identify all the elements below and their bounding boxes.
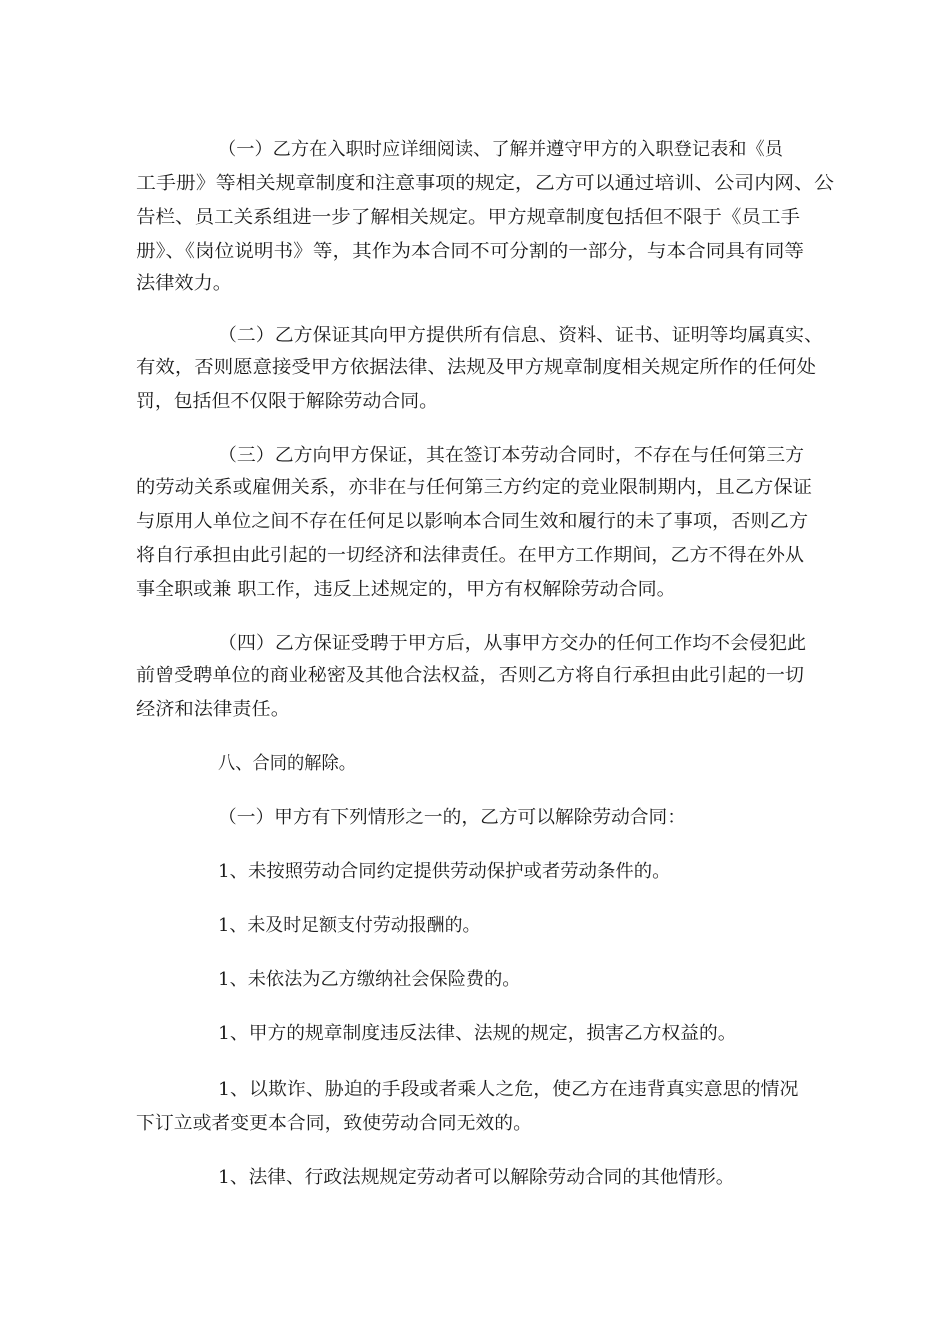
paragraph-1-line-2: 工手册》等相关规章制度和注意事项的规定，乙方可以通过培训、公司内网、公 [136, 173, 834, 194]
list-item-2: 1、未及时足额支付劳动报酬的。 [218, 915, 481, 936]
paragraph-3-line-1: （三）乙方向甲方保证，其在签订本劳动合同时，不存在与任何第三方 [218, 445, 805, 466]
section-heading: 八、合同的解除。 [218, 753, 356, 774]
paragraph-1-line-3: 告栏、员工关系组进一步了解相关规定。甲方规章制度包括但不限于《员工手 [136, 207, 801, 228]
paragraph-4-line-2: 前曾受聘单位的商业秘密及其他合法权益，否则乙方将自行承担由此引起的一切 [136, 665, 804, 686]
paragraph-3-line-2: 的劳动关系或雇佣关系，亦非在与任何第三方约定的竞业限制期内，且乙方保证 [136, 477, 812, 498]
list-item-6: 1、法律、行政法规规定劳动者可以解除劳动合同的其他情形。 [218, 1167, 735, 1188]
list-item-5-line-1: 1、以欺诈、胁迫的手段或者乘人之危，使乙方在违背真实意思的情况 [218, 1079, 799, 1100]
list-item-4: 1、甲方的规章制度违反法律、法规的规定，损害乙方权益的。 [218, 1023, 737, 1044]
list-item-3: 1、未依法为乙方缴纳社会保险费的。 [218, 969, 521, 990]
paragraph-1-line-1: （一）乙方在入职时应详细阅读、了解并遵守甲方的入职登记表和《员 [218, 139, 783, 160]
paragraph-1-line-4: 册》、《岗位说明书》等，其作为本合同不可分割的一部分，与本合同具有同等 [136, 241, 804, 262]
paragraph-3-line-4: 将自行承担由此引起的一切经济和法律责任。在甲方工作期间，乙方不得在外从 [136, 545, 804, 566]
paragraph-2-line-1: （二）乙方保证其向甲方提供所有信息、资料、证书、证明等均属真实、 [218, 325, 823, 346]
list-item-1: 1、未按照劳动合同约定提供劳动保护或者劳动条件的。 [218, 861, 671, 882]
list-item-5-line-2: 下订立或者变更本合同，致使劳动合同无效的。 [136, 1113, 532, 1134]
paragraph-2-line-3: 罚，包括但不仅限于解除劳动合同。 [136, 391, 438, 412]
paragraph-4-line-3: 经济和法律责任。 [136, 699, 290, 720]
subsection-heading: （一）甲方有下列情形之一的，乙方可以解除劳动合同： [218, 807, 686, 828]
paragraph-1-line-5: 法律效力。 [136, 273, 233, 294]
paragraph-3-line-5: 事全职或兼 职工作，违反上述规定的，甲方有权解除劳动合同。 [136, 579, 676, 600]
paragraph-2-line-2: 有效，否则愿意接受甲方依据法律、法规及甲方规章制度相关规定所作的任何处 [136, 357, 817, 378]
paragraph-3-line-3: 与原用人单位之间不存在任何足以影响本合同生效和履行的未了事项，否则乙方 [136, 511, 809, 532]
paragraph-4-line-1: （四）乙方保证受聘于甲方后，从事甲方交办的任何工作均不会侵犯此 [218, 633, 807, 654]
